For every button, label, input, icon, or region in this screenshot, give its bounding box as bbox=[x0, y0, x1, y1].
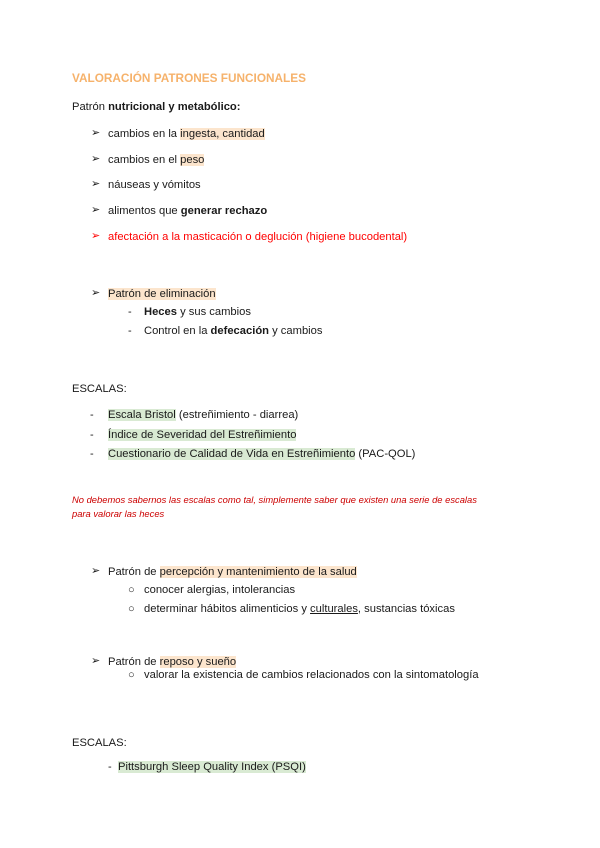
nutricional-heading bbox=[72, 100, 240, 114]
dash-bullet-icon: - bbox=[108, 761, 112, 773]
item-bold: defecación bbox=[210, 325, 269, 337]
list-item bbox=[108, 408, 298, 422]
item-text: náuseas y vómitos bbox=[108, 179, 201, 191]
list-item bbox=[144, 324, 322, 338]
list-item bbox=[108, 127, 265, 141]
circle-bullet-icon: ○ bbox=[128, 584, 135, 596]
list-item: conocer alergias, intolerancias bbox=[144, 584, 296, 596]
escalas-heading-2: ESCALAS: bbox=[72, 737, 127, 749]
scale-name: Cuestionario de Calidad de Vida en Estreñimiento bbox=[108, 448, 356, 460]
circle-bullet-icon: ○ bbox=[128, 669, 135, 681]
dash-bullet-icon: - bbox=[90, 409, 94, 421]
percepcion-highlight: percepción y mantenimiento de la salud bbox=[159, 566, 357, 578]
item-text: alimentos que bbox=[108, 205, 181, 217]
list-item bbox=[108, 153, 204, 167]
arrow-bullet-icon: ➢ bbox=[91, 178, 101, 190]
escalas-heading: ESCALAS: bbox=[72, 383, 127, 395]
dash-bullet-icon: - bbox=[90, 448, 94, 460]
list-item bbox=[108, 428, 296, 442]
page-title: VALORACIÓN PATRONES FUNCIONALES bbox=[72, 71, 306, 85]
item-text: y cambios bbox=[269, 325, 323, 337]
dash-bullet-icon: - bbox=[90, 429, 94, 441]
percepcion-heading bbox=[108, 565, 357, 579]
list-item bbox=[108, 204, 267, 218]
list-item bbox=[108, 178, 201, 192]
scale-desc: (estreñimiento - diarrea) bbox=[175, 409, 299, 421]
arrow-bullet-icon: ➢ bbox=[91, 230, 101, 242]
item-underlined: culturales bbox=[310, 603, 358, 615]
list-item bbox=[144, 602, 455, 616]
percepcion-prefix: Patrón de bbox=[108, 566, 160, 578]
list-item bbox=[144, 305, 251, 319]
scale-desc: (PAC-QOL) bbox=[355, 448, 416, 460]
scale-name: Índice de Severidad del Estreñimiento bbox=[108, 429, 297, 441]
item-bold: generar rechazo bbox=[180, 205, 268, 217]
item-highlight: peso bbox=[180, 154, 205, 166]
arrow-bullet-icon: ➢ bbox=[91, 655, 101, 667]
dash-bullet-icon: - bbox=[128, 306, 132, 318]
list-item bbox=[108, 230, 407, 244]
item-text: , sustancias tóxicas bbox=[357, 603, 455, 615]
note-line-1: No debemos sabernos las escalas como tal, simplemente saber que existen una serie de escalas bbox=[72, 494, 477, 505]
item-text: y sus cambios bbox=[176, 306, 251, 318]
item-highlight: ingesta, cantidad bbox=[180, 128, 265, 140]
eliminacion-heading bbox=[108, 287, 216, 301]
arrow-bullet-icon: ➢ bbox=[91, 153, 101, 165]
item-text-red: afectación a la masticación o deglución (higiene bucodental) bbox=[108, 231, 408, 243]
list-item: valorar la existencia de cambios relacionados con la sintomatología bbox=[144, 669, 479, 681]
note-line-2: para valorar las heces bbox=[72, 508, 165, 519]
item-text: cambios en el bbox=[108, 154, 181, 166]
dash-bullet-icon: - bbox=[128, 325, 132, 337]
scale-name: Pittsburgh Sleep Quality Index (PSQI) bbox=[118, 761, 306, 773]
reposo-highlight: reposo y sueño bbox=[159, 656, 237, 668]
reposo-prefix: Patrón de bbox=[108, 656, 160, 668]
item-bold: Heces bbox=[144, 306, 177, 318]
item-text: determinar hábitos alimenticios y bbox=[144, 603, 311, 615]
eliminacion-label: Patrón de eliminación bbox=[108, 288, 216, 300]
arrow-bullet-icon: ➢ bbox=[91, 565, 101, 577]
circle-bullet-icon: ○ bbox=[128, 603, 135, 615]
arrow-bullet-icon: ➢ bbox=[91, 287, 101, 299]
arrow-bullet-icon: ➢ bbox=[91, 204, 101, 216]
item-text: cambios en la bbox=[108, 128, 181, 140]
nutricional-prefix: Patrón bbox=[72, 101, 109, 113]
list-item bbox=[118, 760, 306, 774]
reposo-heading bbox=[108, 655, 236, 669]
item-text: Control en la bbox=[144, 325, 211, 337]
list-item bbox=[108, 447, 415, 461]
scale-name: Escala Bristol bbox=[108, 409, 176, 421]
arrow-bullet-icon: ➢ bbox=[91, 127, 101, 139]
nutricional-bold: nutricional y metabólico: bbox=[108, 101, 241, 113]
